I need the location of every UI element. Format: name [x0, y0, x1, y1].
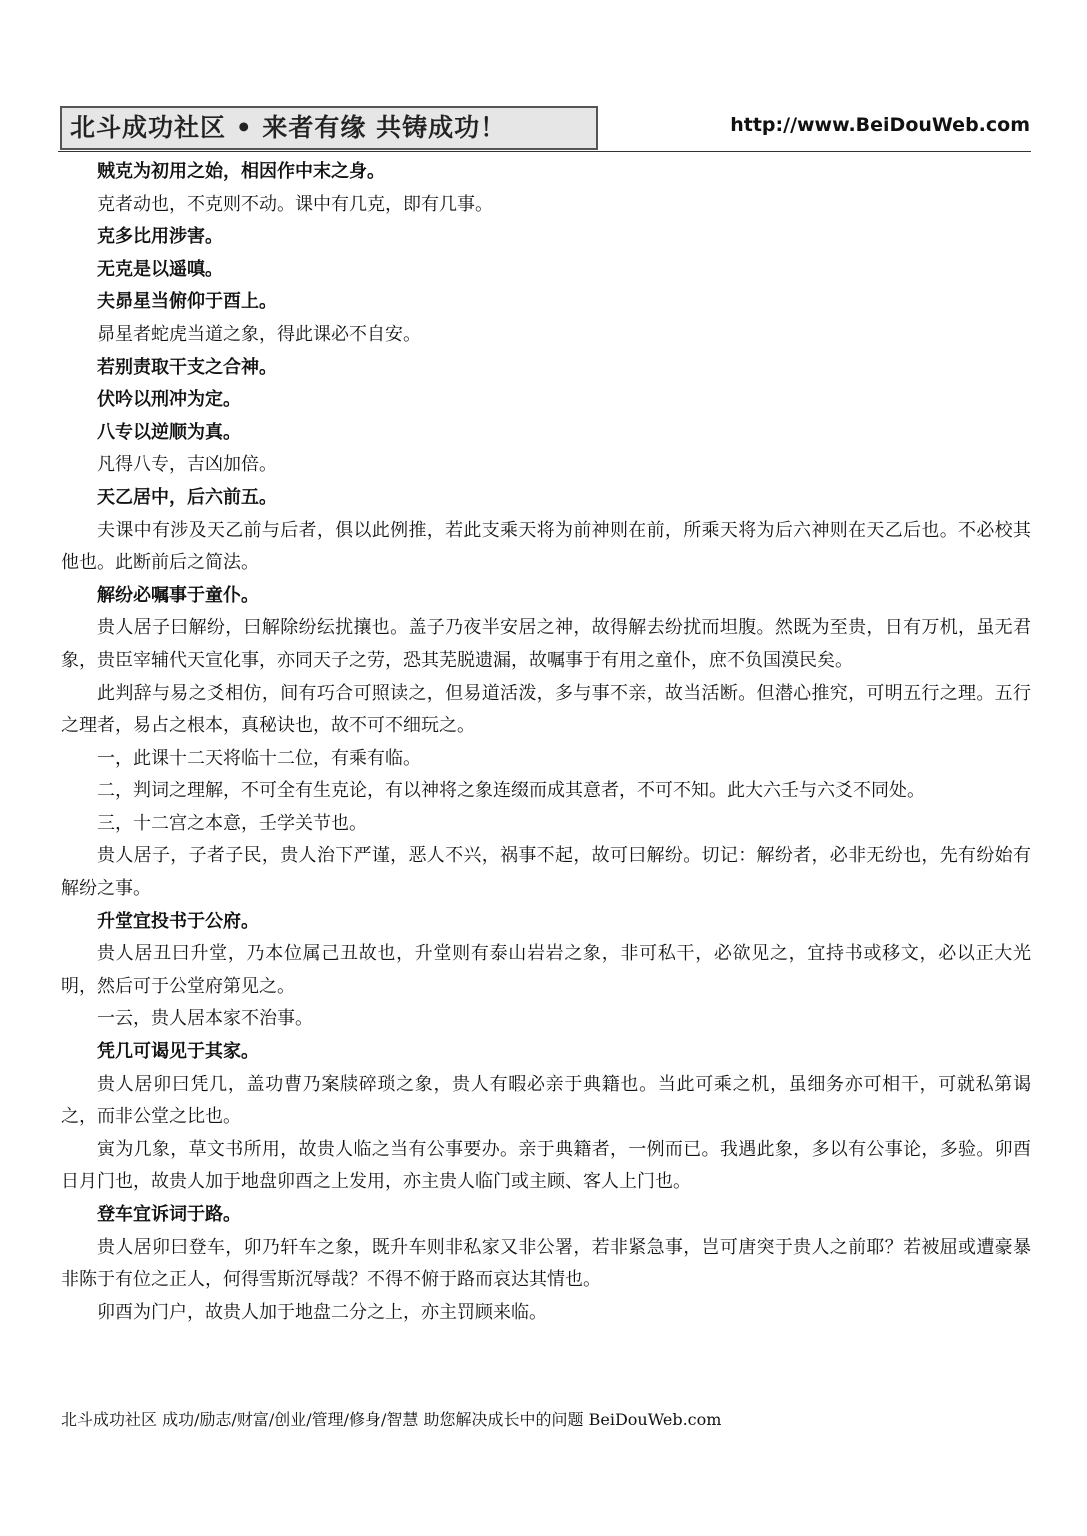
page-header [58, 104, 1030, 152]
section-heading: 登车宜诉词于路。 [97, 1204, 241, 1225]
site-banner: 北斗成功社区 • 来者有缘 共铸成功！ [60, 106, 598, 150]
body-paragraph: 二，判词之理解，不可全有生克论，有以神将之象连缀而成其意者，不可不知。此大六壬与六爻不同处。 [97, 780, 925, 802]
section-heading: 升堂宜投书于公府。 [97, 910, 259, 932]
body-paragraph: 寅为几象，草文书所用，故贵人临之当有公事要办。亲于典籍者，一例而已。我遇此象，多以有公事论，多验。卯酉日月门也，故贵人加于地盘卯酉之上发用，亦主贵人临门或主顾、客人上门也。 [61, 1138, 1031, 1193]
body-paragraph: 贵人居子，子者子民，贵人治下严谨，恶人不兴，祸事不起，故可曰解纷。切记：解纷者，必非无纷也，先有纷始有解纷之事。 [61, 845, 1031, 900]
body-paragraph: 夫课中有涉及天乙前与后者，俱以此例推，若此支乘天将为前神则在前，所乘天将为后六神则在天乙后也。不必校其他也。此断前后之简法。 [61, 519, 1031, 574]
body-paragraph: 三，十二宫之本意，壬学关节也。 [97, 812, 367, 834]
body-paragraph: 贵人居丑曰升堂，乃本位属己丑故也，升堂则有泰山岩岩之象，非可私干，必欲见之，宜持书或移文，必以正大光明，然后可于公堂府第见之。 [61, 943, 1031, 997]
section-heading: 伏吟以刑冲为定。 [97, 389, 241, 411]
body-paragraph: 一，此课十二天将临十二位，有乘有临。 [97, 747, 421, 769]
section-heading: 解纷必嘱事于童仆。 [97, 584, 259, 606]
body-paragraph: 一云，贵人居本家不治事。 [97, 1008, 313, 1030]
page-footer: 北斗成功社区 成功/励志/财富/创业/管理/修身/智慧 助您解决成长中的问题 BeiDouWeb.com [61, 1410, 722, 1429]
section-heading: 无克是以遥嗔。 [97, 258, 223, 280]
section-heading: 克多比用涉害。 [97, 226, 223, 248]
section-heading: 若别责取干支之合神。 [97, 356, 277, 378]
body-paragraph: 贵人居子曰解纷，曰解除纷纭扰攘也。盖子乃夜半安居之神，故得解去纷扰而坦腹。然既为至贵，日有万机，虽无君象，贵臣宰辅代天宣化事，亦同天子之劳，恐其芜脱遗漏，故嘱事于有用之童仆，庶不负国漠民矣。 [61, 617, 1031, 671]
header-divider [58, 151, 1031, 152]
body-paragraph: 此判辞与易之爻相仿，间有巧合可照读之，但易道活泼，多与事不亲，故当活断。但潜心推究，可明五行之理。五行之理者，易占之根本，真秘诀也，故不可不细玩之。 [61, 682, 1031, 737]
section-heading: 凭几可谒见于其家。 [97, 1041, 259, 1063]
body-paragraph: 贵人居卯曰登车，卯乃轩车之象，既升车则非私家又非公署，若非紧急事，岂可唐突于贵人之前耶？若被屈或遭豪暴非陈于有位之正人，何得雪斯沉辱哉？不得不俯于路而哀达其情也。 [61, 1236, 1031, 1291]
body-paragraph: 昴星者蛇虎当道之象，得此课必不自安。 [97, 323, 421, 345]
section-heading: 贼克为初用之始，相因作中末之身。 [97, 161, 385, 182]
section-heading: 夫昴星当俯仰于酉上。 [97, 291, 277, 313]
body-paragraph: 克者动也，不克则不动。课中有几克，即有几事。 [97, 193, 493, 215]
body-paragraph: 凡得八专，吉凶加倍。 [97, 454, 277, 476]
body-paragraph: 卯酉为门户，故贵人加于地盘二分之上，亦主罚顾来临。 [97, 1301, 547, 1323]
section-heading: 天乙居中，后六前五。 [97, 486, 277, 508]
site-url[interactable]: http://www.BeiDouWeb.com [730, 114, 1030, 136]
document-body [61, 156, 1031, 1329]
section-heading: 八专以逆顺为真。 [97, 421, 241, 443]
body-paragraph: 贵人居卯曰凭几，盖功曹乃案牍碎琐之象，贵人有暇必亲于典籍也。当此可乘之机，虽细务亦可相干，可就私第谒之，而非公堂之比也。 [61, 1073, 1031, 1128]
